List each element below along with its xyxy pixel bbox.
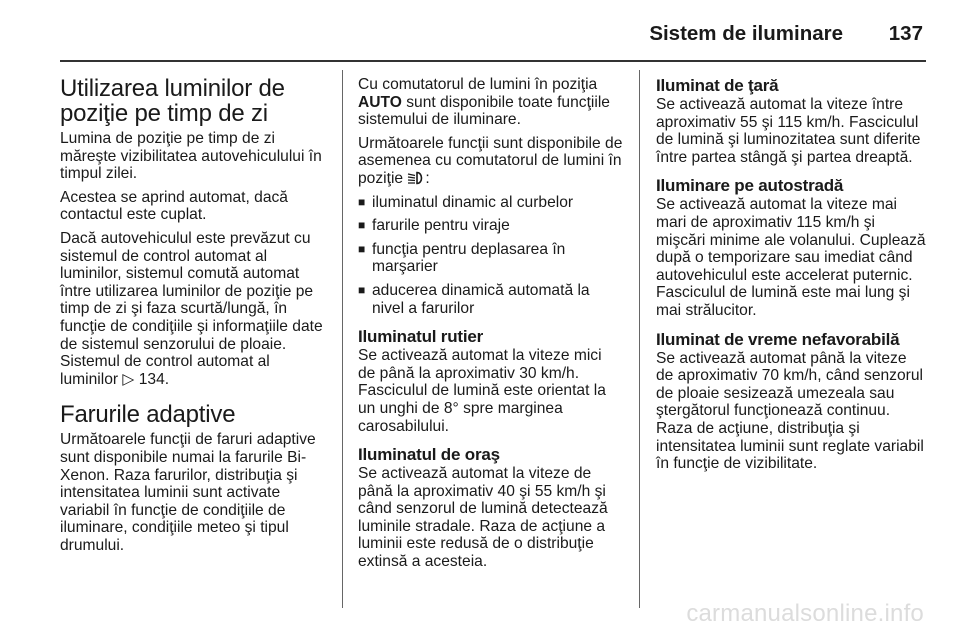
section-title: Sistem de iluminare — [649, 22, 843, 45]
low-beam-headlight-icon — [407, 170, 425, 187]
column-3 — [656, 76, 926, 479]
column-divider-1 — [342, 70, 343, 608]
square-bullet-icon: ■ — [358, 282, 366, 297]
square-bullet-icon: ■ — [358, 241, 366, 256]
heading-adaptive-headlights: Farurile adaptive — [60, 401, 236, 429]
feature-list — [358, 194, 623, 318]
column-2 — [358, 76, 623, 577]
page-number: 137 — [888, 22, 923, 45]
heading-country-lighting: Iluminat de ţară — [656, 76, 779, 95]
arrow-reference-icon[interactable]: ▷ — [122, 370, 135, 388]
column-1 — [60, 76, 328, 560]
heading-motorway-lighting: Iluminare pe autostradă — [656, 176, 844, 196]
list-item: ■ aducerea dinamică automată la nivel a farurilor — [358, 281, 590, 317]
paragraph — [60, 230, 328, 388]
header-rule — [60, 60, 926, 62]
paragraph: Se activează automat la viteze de până la aproximativ 40 şi 55 km/h şi când senzorul de lumină detectează luminile stradale. Raza de acţiune a luminii este redusă de o distribuţie extinsă a acesteia. — [358, 465, 608, 571]
paragraph: Cu comutatorul de lumini în poziţia AUTO sunt disponibile toate funcţiile sistemului de iluminare. — [358, 76, 610, 129]
auto-key-label: AUTO — [358, 93, 402, 111]
list-item: ■ farurile pentru viraje — [358, 217, 510, 235]
paragraph: Se activează automat la viteze mai mari de aproximativ 115 km/h şi mişcări minime ale volanului. Cuplează după o temporizare sau imediat când autovehiculul este accelerat puternic. Fasciculul de lumină este mai lung şi mai strălucitor. — [656, 196, 926, 319]
paragraph: Se activează automat la viteze între aproximativ 55 şi 115 km/h. Fasciculul de lumină şi luminozitatea sunt diferite între partea stângă şi partea dreaptă. — [656, 96, 921, 166]
paragraph-text: Dacă autovehiculul este prevăzut cu sistemul de control automat al luminilor, sistemul comută automat între utilizarea luminilor de poziţie pe timp de zi şi faza scurtă/lungă, în funcţie de condiţiile şi informaţiile date de sistemul senzorului de ploaie. Sistemul de control automat al luminilor — [60, 229, 323, 388]
paragraph: Se activează automat până la viteze de aproximativ 70 km/h, când senzorul de ploaie sesizează umezeala sau ştergătorul funcţionează continuu. Raza de acţiune, distribuţia şi intensitatea luminii sunt reglate variabil în funcţie de vizibilitate. — [656, 349, 924, 473]
column-divider-2 — [639, 70, 640, 608]
paragraph: Lumina de poziţie pe timp de zi măreşte vizibilitatea autovehiculului în timpul zilei. — [60, 130, 322, 183]
paragraph: Următoarele funcţii de faruri adaptive sunt disponibile numai la farurile Bi-Xenon. Raza farurilor, distribuţia şi intensitatea luminii sunt activate variabil în funcţie de condiţiile de iluminare, condiţiile meteo şi tipul drumului. — [60, 431, 316, 554]
paragraph: Acestea se aprind automat, dacă contactul este cuplat. — [60, 188, 288, 224]
square-bullet-icon: ■ — [358, 218, 366, 233]
heading-daytime-lights: Utilizarea luminilor de poziţie pe timp de zi — [60, 75, 285, 127]
page-reference[interactable]: 134. — [138, 370, 170, 388]
heading-road-lighting: Iluminatul rutier — [358, 327, 484, 347]
paragraph: Următoarele funcţii sunt disponibile de asemenea cu comutatorul de lumini în poziţie : — [358, 134, 623, 187]
paragraph: Se activează automat la viteze mici de până la aproximativ 30 km/h. Fasciculul de lumină este orientat la un unghi de 8° spre marginea carosabilului. — [358, 347, 606, 435]
page-header — [0, 0, 960, 62]
list-item: ■ iluminatul dinamic al curbelor — [358, 193, 574, 211]
square-bullet-icon: ■ — [358, 194, 366, 209]
watermark: carmanualsonline.info — [686, 600, 924, 627]
heading-town-lighting: Iluminatul de oraş — [358, 445, 500, 465]
heading-bad-weather-lighting: Iluminat de vreme nefavorabilă — [656, 329, 900, 349]
list-item: ■ funcţia pentru deplasarea în marşarier — [358, 240, 566, 276]
